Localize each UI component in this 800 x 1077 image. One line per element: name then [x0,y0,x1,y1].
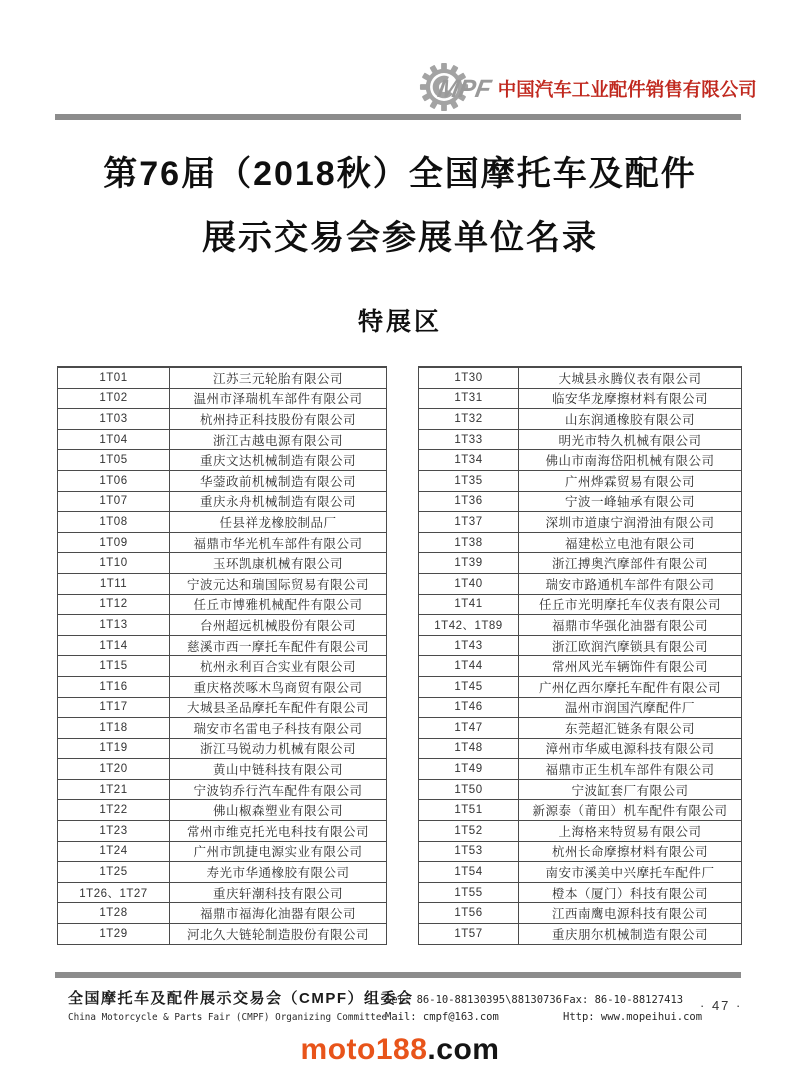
table-row [419,758,741,779]
booth-number: 1T01 [58,368,170,388]
company-name: 福建松立电池有限公司 [564,536,695,551]
booth-number: 1T54 [419,862,519,882]
company-name: 临安华龙摩擦材料有限公司 [551,392,708,407]
booth-number: 1T57 [419,924,519,944]
table-row [58,902,386,923]
booth-number: 1T04 [58,430,170,450]
company-name: 任县祥龙橡胶制品厂 [219,515,337,530]
table-row [58,449,386,470]
booth-number: 1T36 [419,492,519,512]
table-row [58,738,386,759]
mail-line: Mail: cmpf@163.com [385,1011,499,1023]
company-name: 杭州持正科技股份有限公司 [199,412,356,427]
booth-number: 1T03 [58,409,170,429]
booth-number: 1T08 [58,512,170,532]
table-row [58,470,386,491]
table-row [419,902,741,923]
company-name: 江苏三元轮胎有限公司 [212,371,343,386]
table-row [58,717,386,738]
company-name: 明光市特久机械有限公司 [558,433,702,448]
company-name: 漳州市华威电源科技有限公司 [545,742,715,757]
company-name: 大城县圣品摩托车配件有限公司 [186,701,369,716]
booth-number: 1T15 [58,656,170,676]
logo-company-name: 中国汽车工业配件销售有限公司 [497,78,757,100]
booth-number: 1T16 [58,677,170,697]
booth-number: 1T10 [58,553,170,573]
company-name: 浙江古越电源有限公司 [212,433,343,448]
company-name: 杭州永利百合实业有限公司 [199,660,356,675]
table-row [419,614,741,635]
watermark-suffix: .com [427,1033,500,1066]
company-name: 福鼎市华光机车部件有限公司 [193,536,363,551]
company-name: 佛山椒森塑业有限公司 [212,804,343,819]
footer-divider [55,972,741,978]
booth-number: 1T12 [58,595,170,615]
company-name: 温州市润国汽摩配件厂 [564,701,695,716]
table-row [58,594,386,615]
booth-number: 1T20 [58,759,170,779]
company-name: 佛山市南海岱阳机械有限公司 [545,454,715,469]
booth-number: 1T05 [58,450,170,470]
table-row [419,738,741,759]
booth-number: 1T31 [419,389,519,409]
table-row [419,511,741,532]
company-name: 浙江搏奥汽摩部件有限公司 [551,557,708,572]
booth-number: 1T40 [419,574,519,594]
table-row [58,655,386,676]
company-name: 重庆朋尔机械制造有限公司 [551,927,708,942]
booth-number: 1T22 [58,800,170,820]
booth-number: 1T14 [58,636,170,656]
company-name: 重庆文达机械制造有限公司 [199,454,356,469]
company-name: 任丘市博雅机械配件有限公司 [193,598,363,613]
company-name: 寿光市华通橡胶有限公司 [206,866,350,881]
cmpf-acronym: MPF [435,74,494,103]
booth-number: 1T23 [58,821,170,841]
booth-number: 1T45 [419,677,519,697]
table-row [419,408,741,429]
table-row [419,552,741,573]
company-name: 常州市维克托光电科技有限公司 [186,824,369,839]
table-row [419,388,741,409]
company-name: 瑞安市名雷电子科技有限公司 [193,721,363,736]
table-row [58,779,386,800]
company-name: 南安市溪美中兴摩托车配件厂 [545,866,715,881]
company-name: 福鼎市华强化油器有限公司 [551,618,708,633]
table-row [419,676,741,697]
table-row [419,429,741,450]
watermark-brand: moto188 [300,1033,428,1066]
table-row [419,449,741,470]
organizer-name-cn: 全国摩托车及配件展示交易会（CMPF）组委会 [68,990,414,1007]
company-name: 宁波一峰轴承有限公司 [564,495,695,510]
table-row [58,367,386,388]
table-row [419,717,741,738]
booth-number: 1T24 [58,842,170,862]
booth-number: 1T11 [58,574,170,594]
company-name: 华蓥政前机械制造有限公司 [199,474,356,489]
booth-number: 1T51 [419,800,519,820]
company-name: 福鼎市福海化油器有限公司 [199,907,356,922]
table-row [419,820,741,841]
company-name: 大城县永腾仪表有限公司 [558,371,702,386]
table-row [58,923,386,944]
booth-number: 1T41 [419,595,519,615]
header-divider [55,114,741,120]
company-name: 重庆永舟机械制造有限公司 [199,495,356,510]
cmpf-logo [419,60,757,114]
table-row [58,532,386,553]
company-name: 广州烨霖贸易有限公司 [564,474,695,489]
booth-number: 1T49 [419,759,519,779]
company-name: 河北久大链轮制造股份有限公司 [186,927,369,942]
page-title-line1: 第76届（2018秋）全国摩托车及配件 [103,155,697,193]
booth-number: 1T13 [58,615,170,635]
footer-organizer [68,987,414,1023]
table-row [419,532,741,553]
http-line: Http: www.mopeihui.com [563,1011,703,1023]
table-row [58,573,386,594]
booth-number: 1T42、1T89 [419,615,519,635]
company-name: 深圳市道康宁润滑油有限公司 [545,515,715,530]
table-row [58,429,386,450]
company-name: 山东润通橡胶有限公司 [564,412,695,427]
booth-number: 1T47 [419,718,519,738]
booth-number: 1T43 [419,636,519,656]
company-name: 橙本（厦门）科技有限公司 [551,886,708,901]
table-row [58,861,386,882]
table-row [419,491,741,512]
company-name: 重庆格茨啄木鸟商贸有限公司 [193,680,363,695]
table-row [58,635,386,656]
company-name: 东莞超汇链条有限公司 [564,721,695,736]
tel-line: Tel: 86-10-88130395\88130736 [385,994,563,1006]
table-row [58,388,386,409]
table-row [419,594,741,615]
company-name: 宁波缸套厂有限公司 [571,783,689,798]
table-row [58,841,386,862]
booth-number: 1T19 [58,739,170,759]
booth-number: 1T35 [419,471,519,491]
table-row [58,552,386,573]
booth-number: 1T30 [419,368,519,388]
company-name: 玉环凯康机械有限公司 [212,557,343,572]
table-row [58,882,386,903]
fax-line: Fax: 86-10-88127413 [563,994,684,1006]
booth-number: 1T26、1T27 [58,883,170,903]
company-name: 宁波钧乔行汽车配件有限公司 [193,783,363,798]
table-row [58,676,386,697]
table-row [419,882,741,903]
company-name: 广州亿西尔摩托车配件有限公司 [538,680,721,695]
table-row [419,573,741,594]
booth-number: 1T37 [419,512,519,532]
company-name: 上海格来特贸易有限公司 [558,824,702,839]
booth-number: 1T50 [419,780,519,800]
booth-number: 1T52 [419,821,519,841]
company-name: 浙江马锐动力机械有限公司 [199,742,356,757]
booth-number: 1T39 [419,553,519,573]
booth-number: 1T17 [58,698,170,718]
table-row [419,635,741,656]
table-row [58,491,386,512]
table-row [419,655,741,676]
company-name: 广州市凯捷电源实业有限公司 [193,845,363,860]
table-row [58,758,386,779]
booth-number: 1T32 [419,409,519,429]
exhibitor-table-left [57,366,387,945]
booth-number: 1T21 [58,780,170,800]
table-row [419,697,741,718]
company-name: 常州风光车辆饰件有限公司 [551,660,708,675]
company-name: 慈溪市西一摩托车配件有限公司 [186,639,369,654]
site-watermark [0,1033,800,1067]
page-number: · 47 · [700,998,743,1013]
booth-number: 1T55 [419,883,519,903]
booth-number: 1T48 [419,739,519,759]
booth-number: 1T29 [58,924,170,944]
booth-number: 1T46 [419,698,519,718]
company-name: 杭州长命摩擦材料有限公司 [551,845,708,860]
booth-number: 1T18 [58,718,170,738]
company-name: 黄山中链科技有限公司 [212,763,343,778]
exhibitor-table-right [418,366,742,945]
table-row [419,470,741,491]
booth-number: 1T06 [58,471,170,491]
table-row [58,614,386,635]
footer-contact-left [385,992,562,1026]
organizer-name-en: China Motorcycle & Parts Fair (CMPF) Organizing Committee [68,1012,388,1023]
booth-number: 1T44 [419,656,519,676]
booth-number: 1T02 [58,389,170,409]
company-name: 福鼎市正生机车部件有限公司 [545,763,715,778]
booth-number: 1T53 [419,842,519,862]
table-row [58,511,386,532]
company-name: 新源泰（莆田）机车配件有限公司 [532,804,728,819]
booth-number: 1T07 [58,492,170,512]
company-name: 台州超远机械股份有限公司 [199,618,356,633]
table-row [419,861,741,882]
section-title: 特展区 [357,308,442,336]
booth-number: 1T56 [419,903,519,923]
booth-number: 1T33 [419,430,519,450]
company-name: 任丘市光明摩托车仪表有限公司 [538,598,721,613]
footer-contact-right [563,992,702,1026]
page-title-line2: 展示交易会参展单位名录 [202,219,598,257]
company-name: 浙江欧润汽摩锁具有限公司 [551,639,708,654]
booth-number: 1T09 [58,533,170,553]
company-name: 宁波元达和瑞国际贸易有限公司 [186,577,369,592]
table-row [58,697,386,718]
table-row [58,799,386,820]
table-row [419,779,741,800]
table-row [58,408,386,429]
booth-number: 1T34 [419,450,519,470]
booth-number: 1T28 [58,903,170,923]
table-row [419,367,741,388]
booth-number: 1T38 [419,533,519,553]
company-name: 温州市泽瑞机车部件有限公司 [193,392,363,407]
table-row [419,923,741,944]
company-name: 江西南鹰电源科技有限公司 [551,907,708,922]
table-row [58,820,386,841]
booth-number: 1T25 [58,862,170,882]
company-name: 重庆轩潮科技有限公司 [212,886,343,901]
company-name: 瑞安市路通机车部件有限公司 [545,577,715,592]
table-row [419,799,741,820]
table-row [419,841,741,862]
